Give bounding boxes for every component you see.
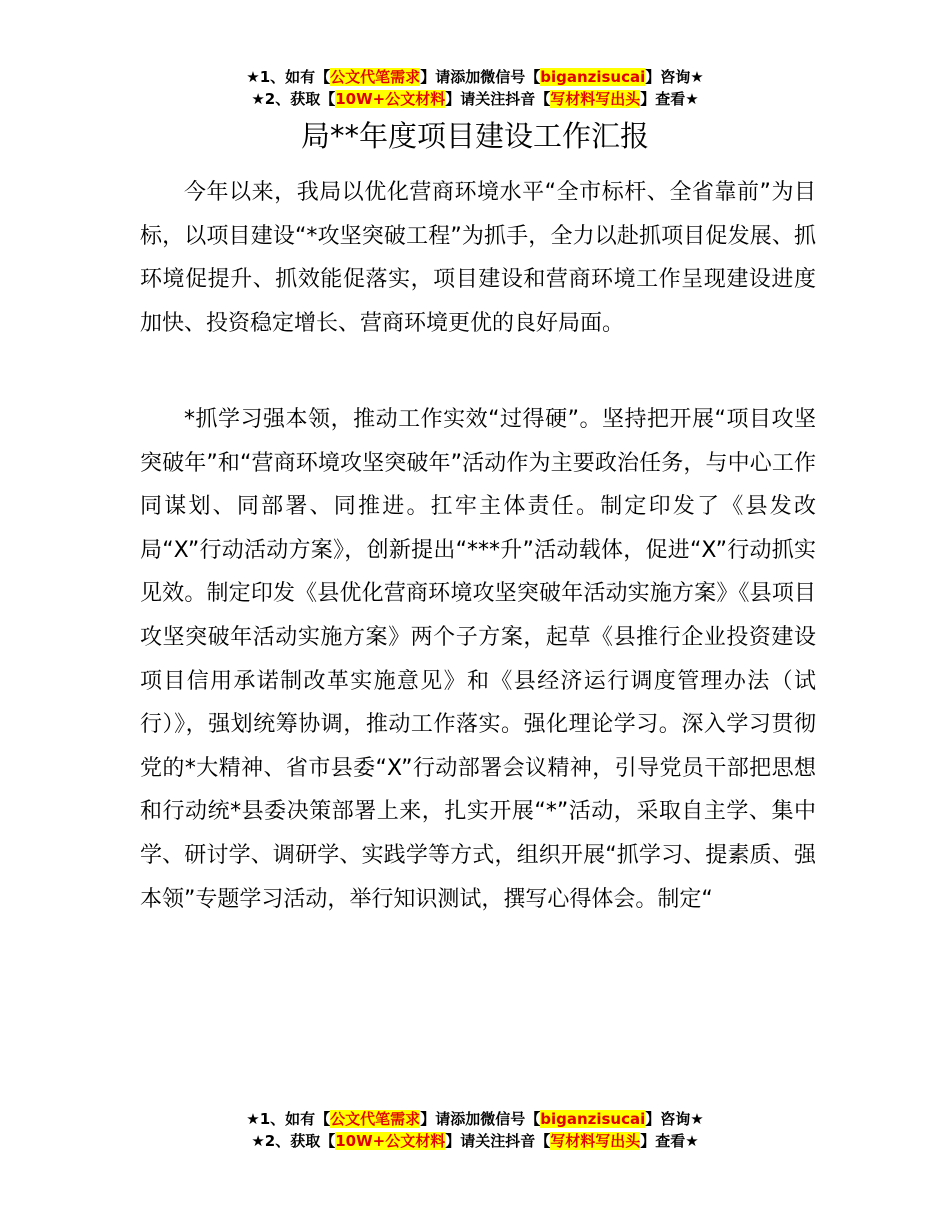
banner-text: 】查看★ bbox=[640, 1132, 699, 1150]
banner-highlight: 写材料写出头 bbox=[550, 1132, 641, 1150]
banner-highlight: 10W+公文材料 bbox=[335, 1132, 446, 1150]
footer-banner-line-1 bbox=[0, 1108, 950, 1130]
body-paragraph-2 bbox=[140, 398, 816, 921]
header-banner-line-1 bbox=[0, 66, 950, 88]
document-title: 局**年度项目建设工作汇报 bbox=[300, 119, 649, 153]
banner-highlight: biganzisucai bbox=[540, 68, 646, 86]
paragraph-text: 今年以来，我局以优化营商环境水平“全市标杆、全省靠前”为目标，以项目建设“*攻坚突破工程”为抓手，全力以赴抓项目促发展、抓环境促提升、抓效能促落实，项目建设和营商环境工作呈现建设进度加快、投资稳定增长、营商环境更优的良好局面。 bbox=[140, 180, 816, 336]
banner-text: 】请添加微信号【 bbox=[420, 1110, 541, 1128]
banner-highlight: 公文代笔需求 bbox=[330, 1110, 421, 1128]
banner-highlight: 10W+公文材料 bbox=[335, 90, 446, 108]
banner-text: ★2、获取【 bbox=[251, 90, 336, 108]
banner-text: 】查看★ bbox=[640, 90, 699, 108]
banner-text: ★1、如有【 bbox=[246, 1110, 331, 1128]
header-banner-line-2 bbox=[0, 88, 950, 110]
banner-text: 】咨询★ bbox=[645, 68, 704, 86]
footer-banner-line-2 bbox=[0, 1130, 950, 1152]
banner-highlight: biganzisucai bbox=[540, 1110, 646, 1128]
banner-highlight: 写材料写出头 bbox=[550, 90, 641, 108]
banner-text: ★2、获取【 bbox=[251, 1132, 336, 1150]
banner-text: 】咨询★ bbox=[645, 1110, 704, 1128]
header-banner bbox=[0, 66, 950, 110]
body-paragraph-1 bbox=[140, 171, 816, 345]
banner-text: ★1、如有【 bbox=[246, 68, 331, 86]
banner-text: 】请添加微信号【 bbox=[420, 68, 541, 86]
banner-text: 】请关注抖音【 bbox=[445, 1132, 551, 1150]
paragraph-text: *抓学习强本领，推动工作实效“过得硬”。坚持把开展“项目攻坚突破年”和“营商环境攻坚突破年”活动作为主要政治任务，与中心工作同谋划、同部署、同推进。扛牢主体责任。制定印发了《县发改局“X”行动活动方案》，创新提出“***升”活动载体，促进“X”行动抓实见效。制定印发《县优化营商环境攻坚突破年活动实施方案》《县项目攻坚突破年活动实施方案》两个子方案，起草《县推行企业投资建设项目信用承诺制改革实施意见》和《县经济运行调度管理办法（试行）》，强划统筹协调，推动工作落实。强化理论学习。深入学习贯彻党的*大精神、省市县委“X”行动部署会议精神，引导党员干部把思想和行动统*县委决策部署上来，扎实开展“*”活动，采取自主学、集中学、研讨学、调研学、实践学等方式，组织开展“抓学习、提素质、强本领”专题学习活动，举行知识测试，撰写心得体会。制定“ bbox=[140, 407, 816, 912]
banner-text: 】请关注抖音【 bbox=[445, 90, 551, 108]
banner-highlight: 公文代笔需求 bbox=[330, 68, 421, 86]
footer-banner bbox=[0, 1108, 950, 1152]
